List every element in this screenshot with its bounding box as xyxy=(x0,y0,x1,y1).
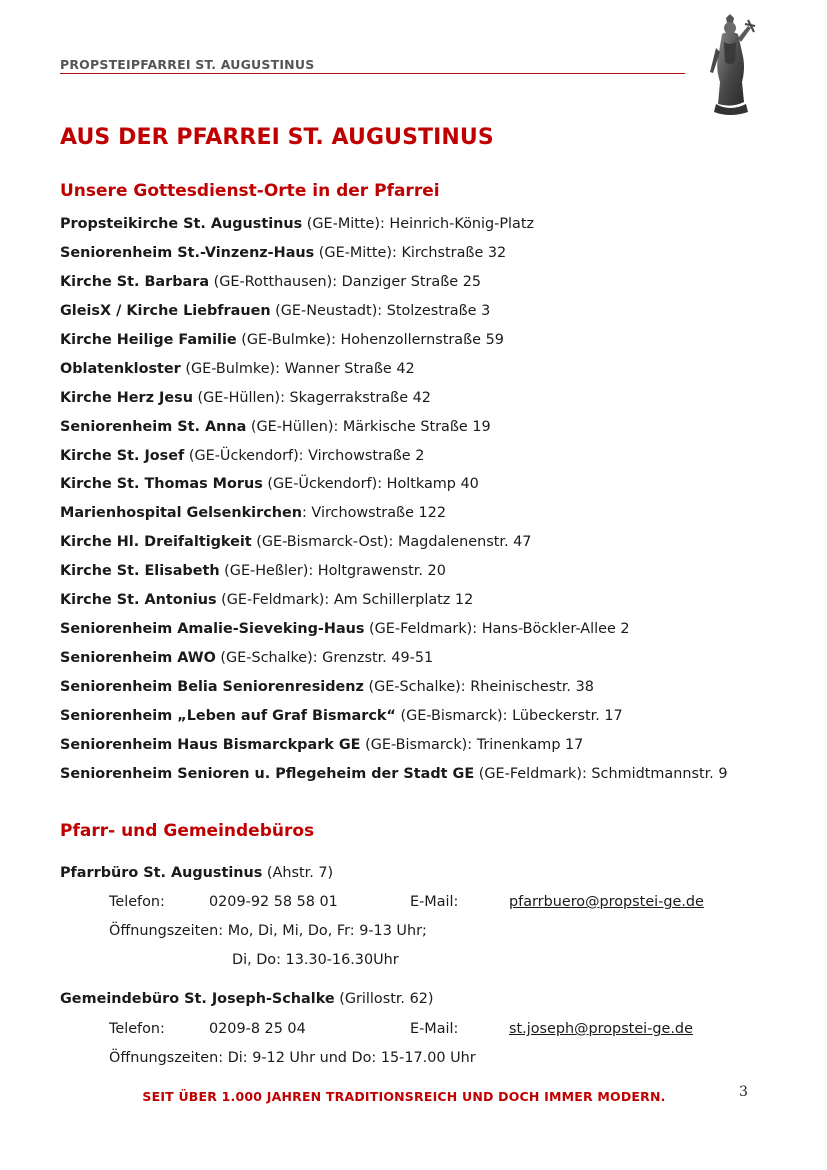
list-item xyxy=(60,271,728,300)
location-detail: (GE-Bulmke): Wanner Straße 42 xyxy=(180,360,415,377)
list-item xyxy=(60,416,728,445)
location-name: Seniorenheim „Leben auf Graf Bismarck“ xyxy=(60,707,396,724)
offices-heading: Pfarr- und Gemeindebüros xyxy=(60,821,315,841)
hours-label: Öffnungszeiten: xyxy=(109,1050,228,1066)
location-detail: (GE-Mitte): Kirchstraße 32 xyxy=(314,244,507,261)
list-item xyxy=(60,560,728,589)
phone-number: 0209-8 25 04 xyxy=(209,1021,306,1037)
location-name: Propsteikirche St. Augustinus xyxy=(60,216,303,232)
location-name: Kirche Herz Jesu xyxy=(60,389,193,406)
saint-statue-icon xyxy=(702,12,760,116)
office-name: Gemeindebüro St. Joseph-Schalke xyxy=(60,991,335,1007)
location-name: Seniorenheim Belia Seniorenresidenz xyxy=(60,679,364,695)
location-name: Kirche Heilige Familie xyxy=(60,331,237,348)
location-name: Seniorenheim AWO xyxy=(60,650,216,667)
location-detail: (GE-Hüllen): Märkische Straße 19 xyxy=(246,418,491,435)
page-number: 3 xyxy=(739,1084,748,1100)
office-title xyxy=(60,865,333,881)
location-detail: (GE-Ückendorf): Virchowstraße 2 xyxy=(184,447,425,464)
office-name: Pfarrbüro St. Augustinus xyxy=(60,865,263,881)
location-name: Kirche St. Elisabeth xyxy=(60,563,220,580)
list-item xyxy=(60,647,728,676)
location-name: Kirche Hl. Dreifaltigkeit xyxy=(60,534,252,551)
office-address: (Grillostr. 62) xyxy=(334,991,434,1007)
footer-slogan: SEIT ÜBER 1.000 JAHREN TRADITIONSREICH UND DOCH IMMER MODERN. xyxy=(142,1089,666,1104)
location-name: Kirche St. Antonius xyxy=(60,592,217,609)
location-name: Seniorenheim St.-Vinzenz-Haus xyxy=(60,244,315,261)
running-header: PROPSTEIPFARREI ST. AUGUSTINUS xyxy=(60,57,685,74)
list-item xyxy=(60,531,728,560)
location-detail: (GE-Bismarck-Ost): Magdalenenstr. 47 xyxy=(251,534,532,551)
hours-label: Öffnungszeiten: xyxy=(109,923,228,939)
location-name: GleisX / Kirche Liebfrauen xyxy=(60,302,271,319)
location-detail: (GE-Ückendorf): Holtkamp 40 xyxy=(262,476,479,493)
list-item xyxy=(60,502,728,531)
list-item xyxy=(60,300,728,329)
location-name: Seniorenheim Haus Bismarckpark GE xyxy=(60,736,361,753)
list-item xyxy=(60,473,728,502)
list-item xyxy=(60,445,728,474)
list-item xyxy=(60,329,728,358)
location-detail: (GE-Schalke): Grenzstr. 49-51 xyxy=(215,650,434,667)
location-name: Kirche St. Josef xyxy=(60,447,185,464)
hours-value: Di: 9-12 Uhr und Do: 15-17.00 Uhr xyxy=(227,1050,476,1066)
hours-value: Mo, Di, Mi, Do, Fr: 9-13 Uhr; xyxy=(227,923,427,939)
worship-heading: Unsere Gottesdienst-Orte in der Pfarrei xyxy=(60,181,440,201)
list-item xyxy=(60,618,728,647)
location-detail: (GE-Feldmark): Hans-Böckler-Allee 2 xyxy=(364,621,630,638)
location-detail: (GE-Rotthausen): Danziger Straße 25 xyxy=(209,273,482,290)
list-item xyxy=(60,705,728,734)
location-name: Kirche St. Thomas Morus xyxy=(60,476,263,493)
worship-location-list xyxy=(60,213,728,792)
location-detail: (GE-Neustadt): Stolzestraße 3 xyxy=(270,302,491,319)
location-detail: (GE-Feldmark): Schmidtmannstr. 9 xyxy=(474,765,728,782)
location-detail: (GE-Hüllen): Skagerrakstraße 42 xyxy=(192,389,431,406)
list-item xyxy=(60,213,728,242)
location-name: Kirche St. Barbara xyxy=(60,273,210,290)
list-item xyxy=(60,387,728,416)
hours-extra: Di, Do: 13.30-16.30Uhr xyxy=(232,952,399,968)
office-address: (Ahstr. 7) xyxy=(262,865,334,881)
location-detail: (GE-Feldmark): Am Schillerplatz 12 xyxy=(216,592,474,609)
location-detail: (GE-Mitte): Heinrich-König-Platz xyxy=(302,216,535,232)
location-name: Marienhospital Gelsenkirchen xyxy=(60,505,302,522)
location-name: Seniorenheim Amalie-Sieveking-Haus xyxy=(60,621,365,638)
location-detail: (GE-Bismarck): Lübeckerstr. 17 xyxy=(395,707,623,724)
list-item xyxy=(60,242,728,271)
page-title: AUS DER PFARREI ST. AUGUSTINUS xyxy=(60,125,494,150)
location-name: Seniorenheim St. Anna xyxy=(60,418,247,435)
email-label: E-Mail: xyxy=(410,894,459,910)
list-item xyxy=(60,589,728,618)
phone-label: Telefon: xyxy=(109,1021,165,1037)
list-item xyxy=(60,763,728,792)
location-detail: (GE-Bulmke): Hohenzollernstraße 59 xyxy=(236,331,504,348)
email-label: E-Mail: xyxy=(410,1021,459,1037)
office-title xyxy=(60,991,434,1007)
location-detail: (GE-Heßler): Holtgrawenstr. 20 xyxy=(219,563,446,580)
location-detail: (GE-Bismarck): Trinenkamp 17 xyxy=(360,736,584,753)
email-link[interactable]: pfarrbuero@propstei-ge.de xyxy=(509,894,704,910)
location-name: Oblatenkloster xyxy=(60,360,181,377)
phone-number: 0209-92 58 58 01 xyxy=(209,894,338,910)
location-detail: : Virchowstraße 122 xyxy=(302,505,446,522)
phone-label: Telefon: xyxy=(109,894,165,910)
list-item xyxy=(60,358,728,387)
email-link[interactable]: st.joseph@propstei-ge.de xyxy=(509,1021,693,1037)
location-name: Seniorenheim Senioren u. Pflegeheim der Stadt GE xyxy=(60,765,475,782)
list-item xyxy=(60,734,728,763)
list-item xyxy=(60,676,728,705)
location-detail: (GE-Schalke): Rheinischestr. 38 xyxy=(363,679,594,695)
